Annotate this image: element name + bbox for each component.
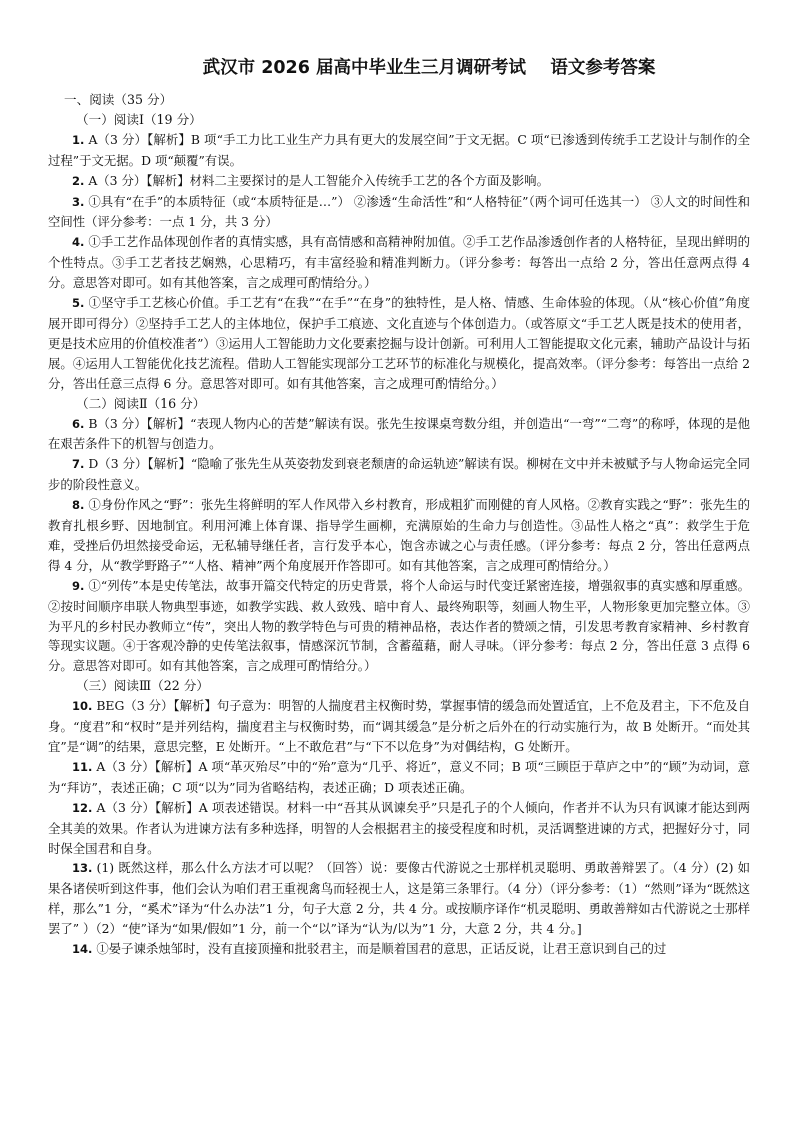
answer-number: 5. [72,296,85,311]
answer-item [48,192,750,233]
answer-item [48,495,750,576]
answer-text: ①手工艺作品体现创作者的真情实感，具有高情感和高精神附加值。②手工艺作品渗透创作者的人格特征，呈现出鲜明的个性特点。③手工艺者技艺娴熟，心思精巧，有丰富经验和精准判断力。（评分参考：每答出一点给 2 分，答出任意两点得 4 分。意思答对即可。如有其他答案，言之成理可酌情给分。） [48,234,750,291]
answer-number: 4. [72,235,85,250]
answer-number: 10. [72,699,93,714]
answer-item [48,232,750,293]
answer-text: (1) 既然这样，那么什么方法才可以呢？（回答）说：要像古代游说之士那样机灵聪明、勇敢善辩罢了。（4 分）(2) 如果各诸侯听到这件事，他们会认为咱们君王重视禽鸟而轻视士人，这是第三条罪行。（4 分）（评分参考：（1）“然则”译为“既然这样，那么”1 分，“奚术”译为“什么办法”1 分，句子大意 2 分，共 4 分。或按顺序译作“机灵聪明、勇敢善辩如古代游说之士那样罢了” ）（2）“使”译为“如果/假如”1 分，前一个“以”译为“认为/以为”1 分，大意 2 分，共 4 分。] [48,860,750,937]
answer-text: A（3 分）【解析】A 项表述错误。材料一中“吾其从讽谏矣乎”只是孔子的个人倾向，作者并不认为只有讽谏才能达到两全其美的效果。作者认为进谏方法有多种选择，明智的人会根据君主的接受程度和时机，灵活调整进谏的方式，把握好分寸，同时保全国君和自身。 [48,799,750,856]
answer-item [48,414,750,455]
answer-text: A（3 分）【解析】A 项“革灭殆尽”中的“殆”意为“几乎、将近”，意义不同；B 项“三顾臣于草庐之中”的“顾”为动词，意为“拜访”，表述正确；C 项“以为”同为省略结构，表述正确；D 项表述正确。 [48,758,750,795]
part-heading-reading-3: （三）阅读Ⅲ（22 分） [76,678,209,694]
answer-item [48,454,750,495]
answer-number: 9. [72,578,85,593]
answer-text: ①具有“在手”的本质特征（或“本质特征是…”） ②渗透“生命活性”和“人格特征”（两个词可任选其一） ③人文的时间性和空间性（评分参考：一点 1 分，共 3 分） [48,193,750,230]
answer-number: 7. [72,457,85,472]
answer-text: ①身份作风之“野”：张先生将鲜明的军人作风带入乡村教育，形成粗犷而刚健的育人风格。②教育实践之“野”：张先生的教育扎根乡野、因地制宜。利用河滩上体育课、指导学生画柳，充满原始的生命力与创造性。③品性人格之“真”：救学生于危难，受挫后仍坦然接受命运，无私辅导继任者，言行发乎本心，饱含赤诚之心与责任感。（评分参考：每点 2 分，答出任意两点得 4 分，从“教学野路子”“人格、精神”两个角度展开作答即可。如有其他答案，言之成理可酌情给分。） [48,497,750,573]
answer-number: 3. [72,194,85,209]
answer-text: D（3 分）【解析】“隐喻了张先生从英姿勃发到衰老颓唐的命运轨迹”解读有误。柳树在文中并未被赋予与人物命运完全同步的阶段性意义。 [48,456,750,493]
answer-text: BEG（3 分）【解析】句子意为：明智的人揣度君主权衡时势，掌握事情的缓急而处置适宜，上不危及君主，下不危及自身。“度君”和“权时”是并列结构，揣度君主与权衡时势，而“调其缓急”是分析之后外在的行动实施行为，故 B 处断开。“而处其宜”是“调”的结果，意思完整，E 处断开。“上不敢危君”与“下不以危身”为对偶结构，G 处断开。 [48,698,750,754]
answer-item [48,757,750,798]
part-heading-reading-2: （二）阅读Ⅱ（16 分） [76,395,206,411]
answer-text: ①坚守手工艺核心价值。手工艺有“在我”“在手”“在身”的独特性，是人格、情感、生命体验的体现。（从“核心价值”角度展开即可得分）②坚持手工艺人的主体地位，保护手工痕迹、文化直迹与个体创造力。（或答原文“手工艺人既是技术的使用者，更是技术应用的价值校准者”）③运用人工智能助力文化要素挖掘与设计创新。可利用人工智能提取文化元素，辅助产品设计与拓展。④运用人工智能优化技艺流程。借助人工智能实现部分工艺环节的标准化与规模化，提高效率。（评分参考：每答出一点给 2 分，答出任意三点得 6 分。意思答对即可。如有其他答案，言之成理可酌情给分。） [48,295,750,391]
part-heading-reading-1: （一）阅读Ⅰ（19 分） [76,111,202,127]
answer-text: A（3 分）【解析】B 项“手工力比工业生产力具有更大的发展空间”于文无据。C 项“已渗透到传统手工艺设计与制作的全过程”于文无据。D 项“颠覆”有误。 [48,131,750,168]
answer-item [48,696,750,757]
answer-text: ①“列传”本是史传笔法，故事开篇交代特定的历史背景，将个人命运与时代变迁紧密连接，增强叙事的真实感和厚重感。②按时间顺序串联人物典型事迹，如教学实践、救人致残、暗中育人、最终殉职等，刻画人物生平，人物形象更加完整立体。③为平凡的乡村民办教师立“传”，突出人物的教学特色与可贵的精神品格，表达作者的赞颂之情，引发思考教育家精神、乡村教育等现实议题。④于客观冷静的史传笔法叙事，情感深沉节制，含蓄蕴藉，耐人寻味。（评分参考：每点 2 分，答出任意 3 点得 6 分。意思答对即可。如有其他答案，言之成理可酌情给分。） [48,577,750,674]
answer-number: 11. [72,759,93,774]
answer-number: 6. [72,416,85,431]
answer-item [48,939,750,960]
answer-item [48,293,750,394]
answer-number: 1. [72,132,85,147]
answer-number: 13. [72,861,93,876]
answer-text: A（3 分）【解析】材料二主要探讨的是人工智能介入传统手工艺的各个方面及影响。 [88,172,549,188]
answer-number: 8. [72,498,85,513]
page-title: 武汉市 2026 届高中毕业生三月调研考试 语文参考答案 [202,58,656,78]
answer-item [48,858,750,939]
answer-number: 14. [72,942,93,957]
section-heading-reading: 一、阅读（35 分） [64,92,173,107]
answer-item [48,130,750,171]
answer-item [48,576,750,677]
answer-text: B（3 分）【解析】“表现人物内心的苦楚”解读有误。张先生按课桌弯数分组，并创造出“一弯”“二弯”的称呼，体现的是他在艰苦条件下的机智与创造力。 [48,415,750,452]
answer-item [48,798,750,859]
answer-text: ①晏子谏杀烛邹时，没有直接顶撞和批驳君主，而是顺着国君的意思，正话反说，让君王意识到自己的过 [96,941,667,957]
answer-number: 2. [72,173,85,188]
answer-item [48,171,750,192]
answer-number: 12. [72,800,93,815]
